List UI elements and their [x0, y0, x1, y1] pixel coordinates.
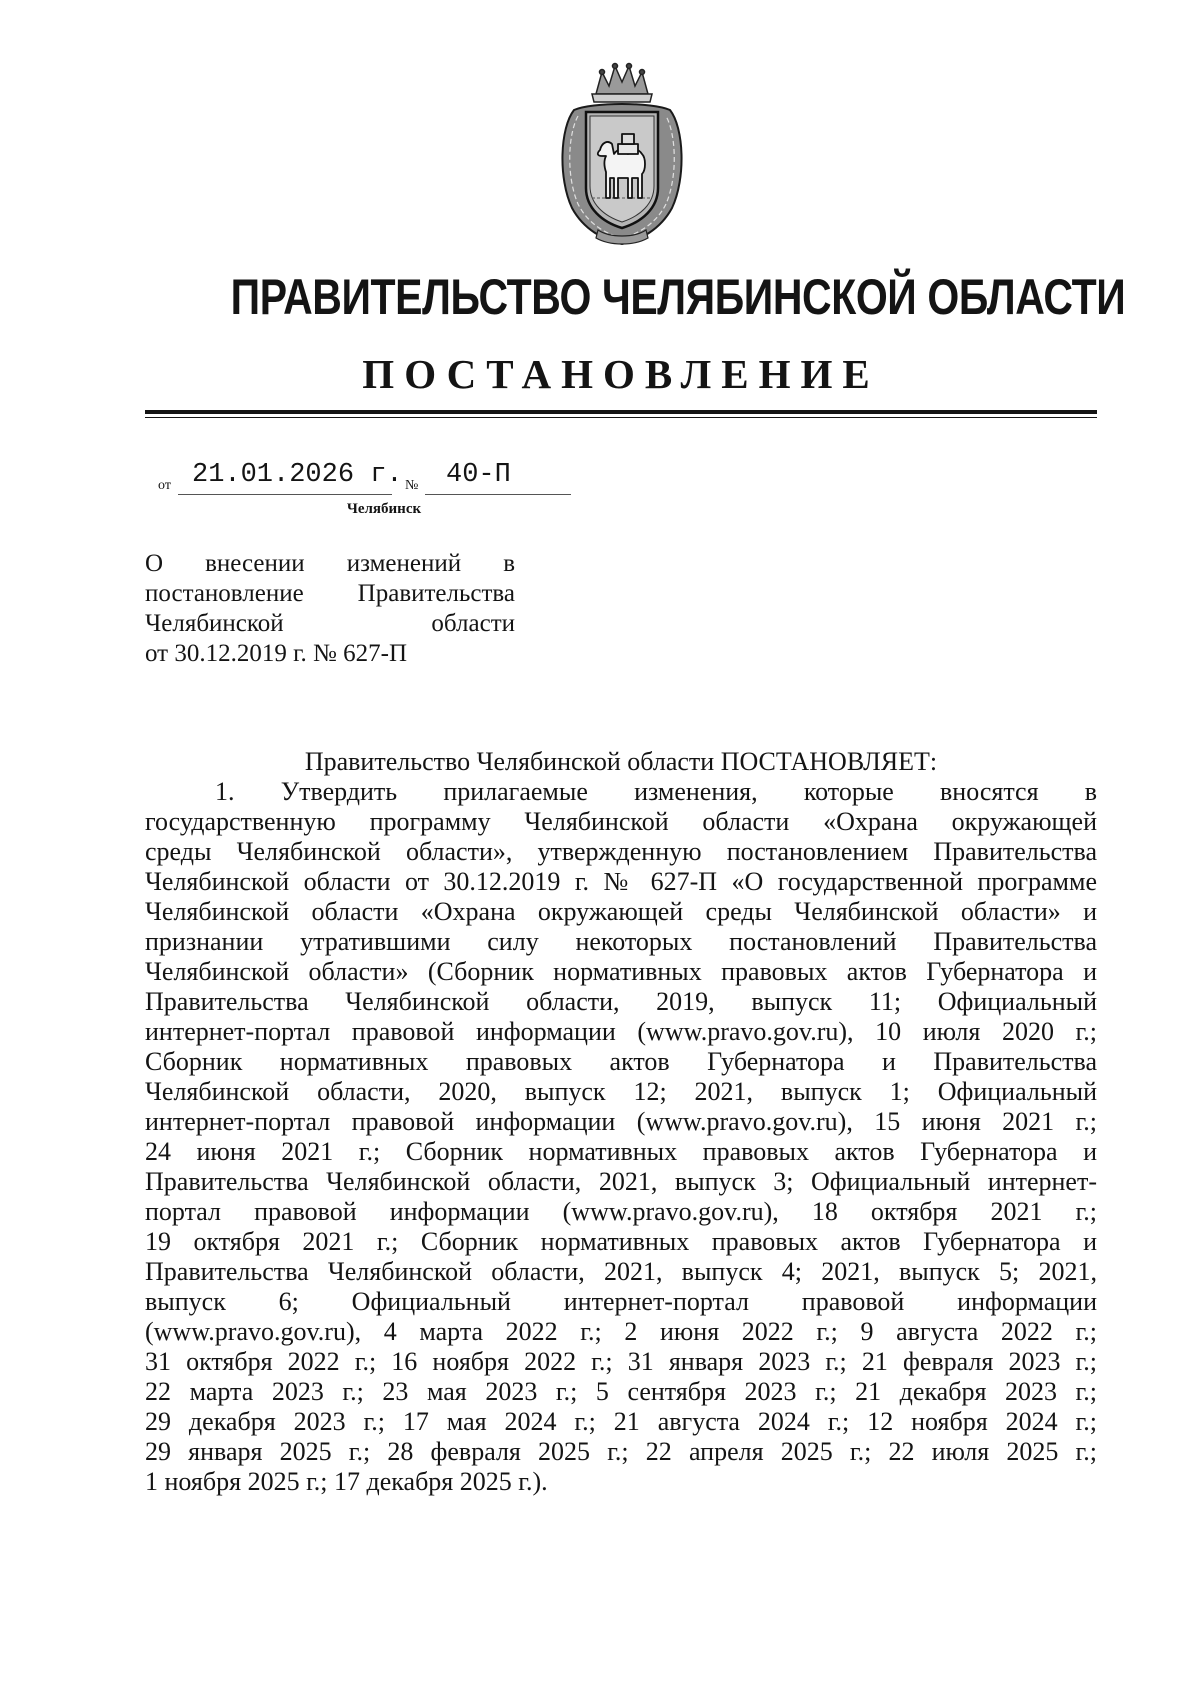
- body-line: (www.pravo.gov.ru), 4 марта 2022 г.; 2 июня 2022 г.; 9 августа 2022 г.;: [145, 1317, 1097, 1346]
- body-line: Сборник нормативных правовых актов Губернатора и Правительства: [145, 1047, 1097, 1076]
- header-divider-thick: [145, 410, 1097, 414]
- body-line: интернет-портал правовой информации (www.pravo.gov.ru), 10 июля 2020 г.;: [145, 1017, 1097, 1046]
- number-underline: [425, 494, 571, 495]
- body-line: 22 марта 2023 г.; 23 мая 2023 г.; 5 сентября 2023 г.; 21 декабря 2023 г.;: [145, 1377, 1097, 1406]
- body-line: признании утратившими силу некоторых постановлений Правительства: [145, 927, 1097, 956]
- body-line: интернет-портал правовой информации (www.pravo.gov.ru), 15 июня 2021 г.;: [145, 1107, 1097, 1136]
- subject-line: от 30.12.2019 г. № 627-П: [145, 640, 408, 667]
- document-date: 21.01.2026 г.: [192, 460, 403, 490]
- document-subject: [145, 549, 515, 669]
- date-prefix-label: от: [158, 478, 171, 493]
- body-line: 31 октября 2022 г.; 16 ноября 2022 г.; 31 января 2023 г.; 21 февраля 2023 г.;: [145, 1347, 1097, 1376]
- body-line: Челябинской области «Охрана окружающей среды Челябинской области» и: [145, 897, 1097, 926]
- document-city: Челябинск: [346, 501, 422, 517]
- body-line: 19 октября 2021 г.; Сборник нормативных правовых актов Губернатора и: [145, 1227, 1097, 1256]
- body-line: Челябинской области» (Сборник нормативных правовых актов Губернатора и: [145, 957, 1097, 986]
- body-line: Правительства Челябинской области, 2019, выпуск 11; Официальный: [145, 987, 1097, 1016]
- organization-title: ПРАВИТЕЛЬСТВО ЧЕЛЯБИНСКОЙ ОБЛАСТИ: [230, 269, 1126, 325]
- body-line: среды Челябинской области», утвержденную постановлением Правительства: [145, 837, 1097, 866]
- body-line: Челябинской области, 2020, выпуск 12; 2021, выпуск 1; Официальный: [145, 1077, 1097, 1106]
- body-line: 29 января 2025 г.; 28 февраля 2025 г.; 22 апреля 2025 г.; 22 июля 2025 г.;: [145, 1437, 1097, 1466]
- body-line: Правительства Челябинской области, 2021, выпуск 4; 2021, выпуск 5; 2021,: [145, 1257, 1097, 1286]
- body-line: 1. Утвердить прилагаемые изменения, которые вносятся в: [215, 777, 1097, 806]
- number-prefix-label: №: [405, 478, 419, 493]
- crown-icon: [592, 64, 652, 103]
- date-underline: [178, 494, 392, 495]
- header-divider-thin: [145, 417, 1097, 418]
- resolve-statement: Правительство Челябинской области ПОСТАНОВЛЯЕТ:: [304, 747, 938, 776]
- document-body: [145, 777, 1097, 1497]
- body-line: 29 декабря 2023 г.; 17 мая 2024 г.; 21 августа 2024 г.; 12 ноября 2024 г.;: [145, 1407, 1097, 1436]
- body-line: портал правовой информации (www.pravo.gov.ru), 18 октября 2021 г.;: [145, 1197, 1097, 1226]
- document-type-heading: ПОСТАНОВЛЕНИЕ: [362, 351, 880, 397]
- body-line: Челябинской области от 30.12.2019 г. № 627-П «О государственной программе: [145, 867, 1097, 896]
- body-line: 1 ноября 2025 г.; 17 декабря 2025 г.).: [145, 1467, 548, 1496]
- body-line: 24 июня 2021 г.; Сборник нормативных правовых актов Губернатора и: [145, 1137, 1097, 1166]
- subject-line: О внесении изменений в: [145, 550, 515, 577]
- body-line: государственную программу Челябинской области «Охрана окружающей: [145, 807, 1097, 836]
- subject-line: Челябинской области: [145, 610, 515, 637]
- coat-of-arms-emblem: [552, 58, 692, 248]
- body-line: выпуск 6; Официальный интернет-портал правовой информации: [145, 1287, 1097, 1316]
- subject-line: постановление Правительства: [145, 580, 515, 607]
- body-line: Правительства Челябинской области, 2021, выпуск 3; Официальный интернет-: [145, 1167, 1097, 1196]
- document-number: 40-П: [446, 460, 511, 490]
